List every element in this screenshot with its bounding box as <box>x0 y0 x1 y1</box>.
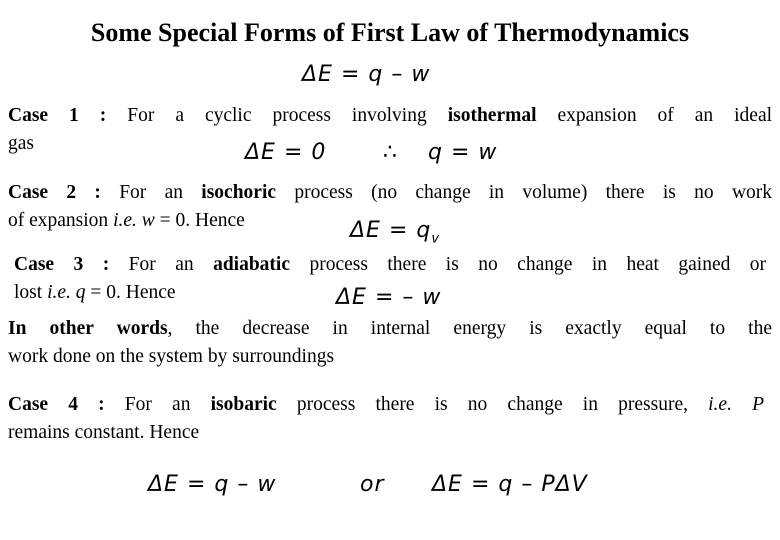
case2-label: Case 2 : <box>8 182 101 203</box>
case4-equation-b: ΔE = q – PΔV <box>432 472 588 497</box>
case1-label: Case 1 : <box>8 105 107 126</box>
case2-line2 <box>8 207 245 234</box>
case1-bold-term: isothermal <box>447 105 537 126</box>
case2-bold-term: isochoric <box>201 182 277 203</box>
case3-line2-b: = 0. Hence <box>90 282 176 303</box>
case3-line2 <box>14 279 176 306</box>
case4-line1 <box>8 391 764 418</box>
case3-line1 <box>14 251 766 278</box>
case3-bold-term: adiabatic <box>213 254 290 275</box>
case2-text-b: process (no change in volume) there is no work <box>294 182 773 203</box>
case4-ie: i.e. P <box>708 394 765 415</box>
case2-eq-main: ΔE = q <box>350 218 432 243</box>
case4-label: Case 4 : <box>8 394 105 415</box>
case3-ie: i.e. q <box>47 282 86 303</box>
case1-line1 <box>8 102 772 129</box>
case2-eq-subscript: v <box>431 231 441 247</box>
case3-text-b: process there is no change in heat gained or <box>309 254 767 275</box>
case3-label: Case 3 : <box>14 254 110 275</box>
other-words-text-a: , the decrease in internal energy is exactly equal to the <box>167 318 772 339</box>
case2-line2-b: = 0. Hence <box>159 210 245 231</box>
other-words-line2: work done on the system by surroundings <box>8 346 335 367</box>
case4-equation-a: ΔE = q – w <box>148 472 277 497</box>
case2-line2-a: of expansion <box>8 210 109 231</box>
case1-text-a: For a cyclic process involving <box>127 105 427 126</box>
case1-equation-a: ΔE = 0 <box>245 140 327 165</box>
case4-text-b: process there is no change in pressure, <box>296 394 688 415</box>
case3-text-a: For an <box>128 254 194 275</box>
page-title: Some Special Forms of First Law of Thermodynamics <box>90 18 690 47</box>
case1-text-b: expansion of an ideal <box>557 105 773 126</box>
or-text: or <box>360 472 385 497</box>
case4-line2: remains constant. Hence <box>8 422 200 443</box>
case4-bold-term: isobaric <box>210 394 277 415</box>
case3-equation: ΔE = – w <box>336 285 442 310</box>
case3-line2-a: lost <box>14 282 43 303</box>
case1-line2: gas <box>8 133 34 154</box>
main-equation: ΔE = q – w <box>302 62 431 87</box>
case2-ie: i.e. w <box>113 210 155 231</box>
therefore-symbol: ∴ <box>383 140 398 165</box>
case2-text-a: For an <box>119 182 183 203</box>
other-words-line1 <box>8 315 772 342</box>
case1-equation-b: q = w <box>428 140 498 165</box>
other-words-bold: In other words <box>8 318 168 339</box>
case2-line1 <box>8 179 772 206</box>
case2-equation <box>350 218 440 246</box>
case4-text-a: For an <box>124 394 191 415</box>
